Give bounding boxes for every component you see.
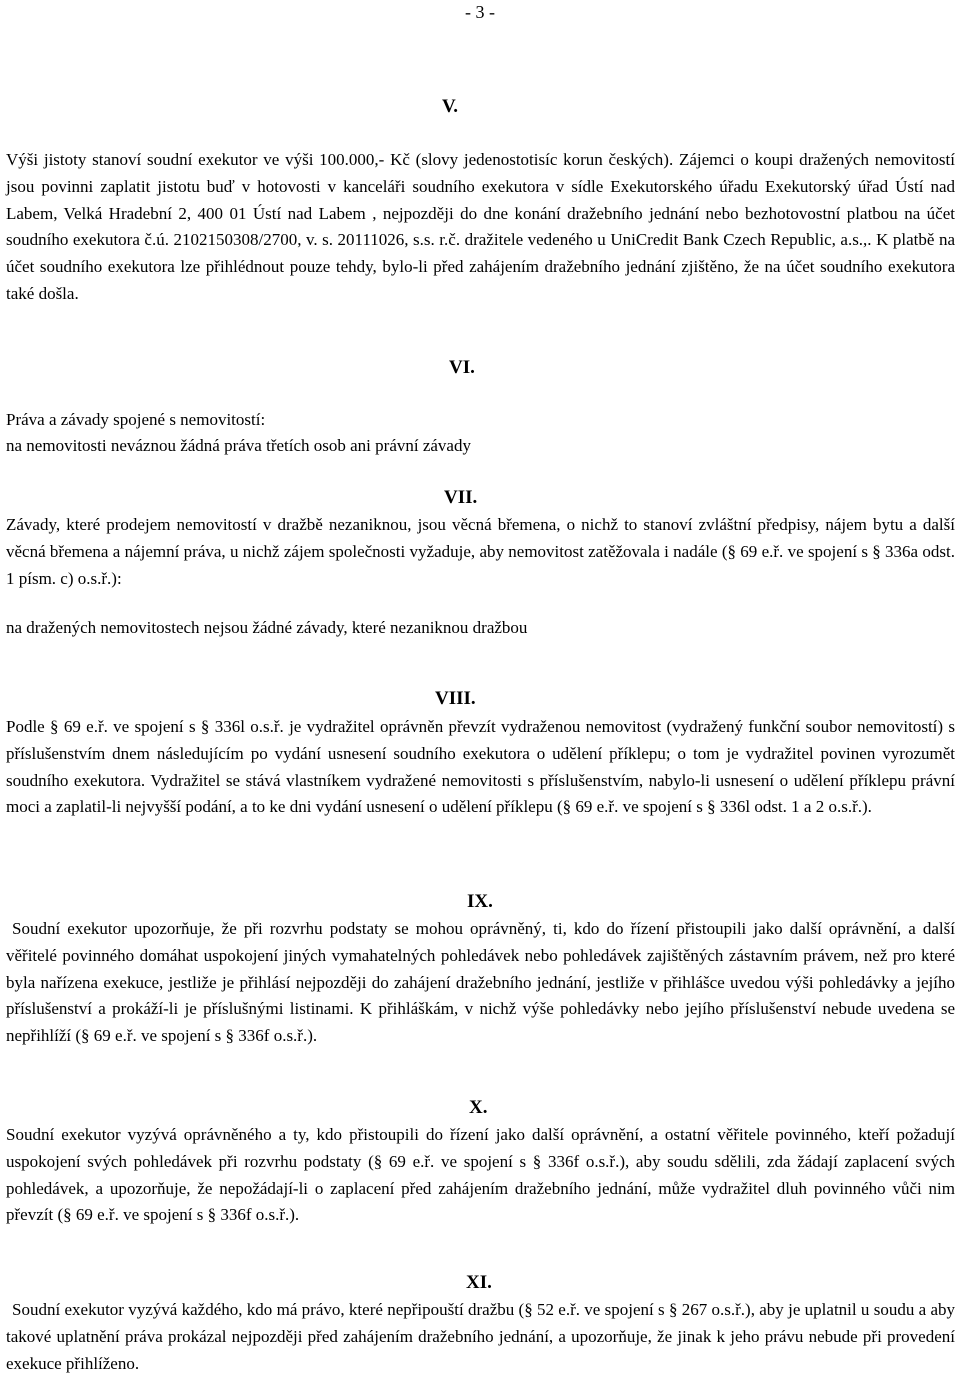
section-vii-text: Závady, které prodejem nemovitostí v dražbě nezaniknou, jsou věcná břemena, o nichž to stanoví zvláštní předpisy, nájem bytu a další věcná břemena a nájemní práva, u nichž zájem společnosti vyžaduje, aby nemovitost zatěžovala i nadále (§ 69 e.ř. ve spojení s § 336a odst. 1 písm. c) o.s.ř.): xyxy=(6,515,955,588)
section-vi-text: na nemovitosti neváznou žádná práva třetích osob ani právní závady xyxy=(6,436,471,455)
page-number: - 3 - xyxy=(465,2,495,22)
section-vi-heading: VI. xyxy=(449,357,475,378)
section-viii-heading: VIII. xyxy=(435,688,476,709)
section-v-heading: V. xyxy=(442,96,459,117)
section-xi-text: Soudní exekutor vyzývá každého, kdo má právo, které nepřipouští dražbu (§ 52 e.ř. ve spojení s § 267 o.s.ř.), aby je uplatnil u soudu a aby takové uplatnění práva prokázal nejpozději před zahájením dražebního jednání, a upozorňuje, že jinak k jeho právu nebude při provedení exekuce přihlíženo. xyxy=(6,1300,955,1373)
section-vii-heading: VII. xyxy=(444,487,478,508)
section-vii-text2: na dražených nemovitostech nejsou žádné závady, které nezaniknou dražbou xyxy=(6,618,528,637)
section-x-text: Soudní exekutor vyzývá oprávněného a ty, kdo přistoupili do řízení jako další oprávnění, a ostatní věřitele povinného, kteří požadují uspokojení svých pohledávek při rozvrhu podstaty (§ 69 e.ř. ve spojení s § 336f o.s.ř.), aby soudu sdělili, zda žádají zaplacení svých pohledávek, a upozorňuje, že nepožádají-li o zaplacení před zahájením dražebního jednání, může vydražitel dluh povinného vůči nim převzít (§ 69 e.ř. ve spojení s § 336f o.s.ř.). xyxy=(6,1125,955,1225)
section-ix-text: Soudní exekutor upozorňuje, že při rozvrhu podstaty se mohou oprávněný, ti, kdo do řízení přistoupili jako další oprávnění, a další věřitelé povinného domáhat uspokojení jiných vymahatelných pohledávek nebo pohledávek zajištěných zástavním právem, než pro které byla nařízena exekuce, jestliže je přihlásí nejpozději do zahájení dražebního jednání, jestliže v přihlášce uvedou výši pohledávky a jejího příslušenství a prokáží-li je příslušnými listinami. K přihláškám, v nichž výše pohledávky nebo jejího příslušenství nebude uvedena se nepřihlíží (§ 69 e.ř. ve spojení s § 336f o.s.ř.). xyxy=(6,919,955,1046)
section-v-text: Výši jistoty stanoví soudní exekutor ve výši 100.000,- Kč (slovy jedenostotisíc korun českých). Zájemci o koupi dražených nemovitostí jsou povinni zaplatit jistotu buď v hotovosti v kanceláři soudního exekutora v sídle Exekutorského úřadu Exekutorský úřad Ústí nad Labem, Velká Hradební 2, 400 01 Ústí nad Labem , nejpozději do dne konání dražebního jednání nebo bezhotovostní platbou na účet soudního exekutora č.ú. 2102150308/2700, v. s. 20111026, s.s. r.č. dražitele vedeného u UniCredit Bank Czech Republic, a.s.,. K platbě na účet soudního exekutora lze přihlédnout pouze tehdy, bylo-li před zahájením dražebního jednání zjištěno, že na účet soudního exekutora také došla. xyxy=(6,150,955,303)
section-viii-text: Podle § 69 e.ř. ve spojení s § 336l o.s.ř. je vydražitel oprávněn převzít vydraženou nemovitost (vydražený funkční soubor nemovitostí) s příslušenstvím dnem následujícím po vydání usnesení soudního exekutora o udělení příklepu; o tom je vydražitel povinen vyrozumět soudního exekutora. Vydražitel se stává vlastníkem vydražené nemovitosti s příslušenstvím, nabylo-li usnesení o udělení příklepu právní moci a zaplatil-li nejvyšší podání, a to ke dni vydání usnesení o udělení příklepu (§ 69 e.ř. ve spojení s § 336l odst. 1 a 2 o.s.ř.). xyxy=(6,717,955,817)
section-ix-heading: IX. xyxy=(467,891,493,912)
section-vi-label: Práva a závady spojené s nemovitostí: xyxy=(6,410,266,429)
section-xi-heading: XI. xyxy=(466,1272,492,1293)
section-x-heading: X. xyxy=(469,1097,488,1118)
